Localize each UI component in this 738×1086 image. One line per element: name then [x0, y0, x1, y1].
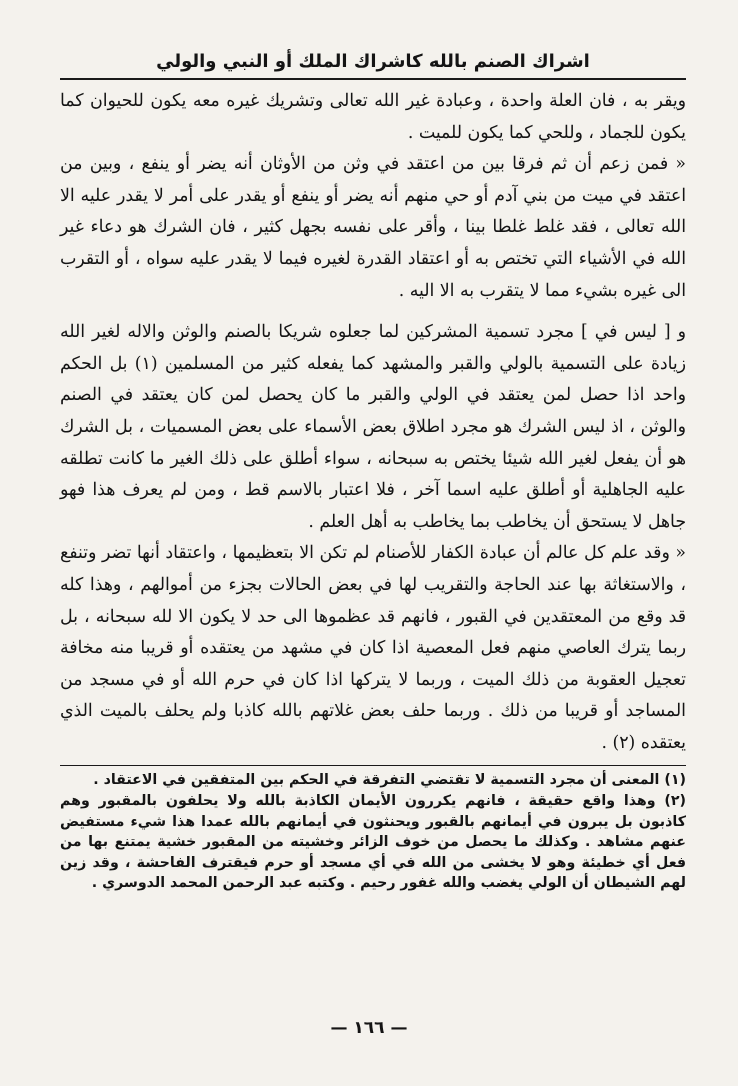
- footnotes: [60, 770, 686, 894]
- paragraph-1: ويقر به ، فان العلة واحدة ، وعبادة غير الله تعالى وتشريك غيره معه يكون للحيوان كما يكون للجماد ، وللحي كما يكون للميت .: [60, 91, 686, 143]
- footnote-divider: [60, 765, 686, 766]
- main-text: [60, 86, 686, 759]
- running-header: اشراك الصنم بالله كاشراك الملك أو النبي والولي: [60, 50, 686, 80]
- paragraph-4: « وقد علم كل عالم أن عبادة الكفار للأصنام لم تكن الا بتعظيمها ، واعتقاد أنها تضر وتنفع ، والاستغاثة بها عند الحاجة والتقريب لها في بعض الحالات بجزء من أموالهم ، وهذا كله قد وقع من المعتقدين في القبور ، فانهم قد عظموها الى حد لا يكون الا لله سبحانه ، بل ربما يترك العاصي منهم فعل المعصية اذا كان في مشهد من يعتقده أو قريبا منه مخافة تعجيل العقوبة من ذلك الميت ، وربما لا يتركها اذا كان في حرم الله أو في مسجد من المساجد أو قريبا من ذلك . وربما حلف بعض غلاتهم بالله كاذبا ولم يحلف بالميت الذي يعتقده (٢) .: [60, 543, 686, 753]
- paragraph-3: و [ ليس في ] مجرد تسمية المشركين لما جعلوه شريكا بالصنم والوثن والاله لغير الله زيادة على التسمية بالولي والقبر والمشهد كما يفعله كثير من المسلمين (١) بل الحكم واحد اذا حصل لمن يعتقد في الولي والقبر ما كان يحصل لمن كان يعتقد في الصنم والوثن ، اذ ليس الشرك هو مجرد اطلاق بعض الأسماء على بعض المسميات ، بل الشرك هو أن يفعل لغير الله شيئا يختص به سبحانه ، سواء أطلق على ذلك الغير ما كانت تطلقه عليه الجاهلية أو أطلق عليه اسما آخر ، فلا اعتبار بالاسم قط ، ومن لم يعرف هذا فهو جاهل لا يستحق أن يخاطب بما يخاطب به أهل العلم .: [60, 322, 686, 532]
- footnote-1: (١) المعنى أن مجرد التسمية لا تقتضي التفرقة في الحكم بين المتفقين في الاعتقاد .: [93, 772, 686, 789]
- page-number: — ١٦٦ —: [330, 1018, 408, 1038]
- footnote-2: (٢) وهذا واقع حقيقة ، فانهم يكررون الأيمان الكاذبة بالله ولا يحلفون بالمقبور وهم كاذبون بل يبرون في أيمانهم بالقبور ويحنثون في أيمانهم بالله عمدا هذا شيء مستفيض عنهم مشاهد . وكذلك ما يحصل من خوف الزائر وخشيته من المقبور خشية يمتنع بها من فعل أي خطيئة وهو لا يخشى من الله في أي مسجد أو حرم فيقترف الفاحشة ، وقد زين لهم الشيطان أن الولي يغضب والله غفور رحيم . وكتبه عبد الرحمن المحمد الدوسري .: [60, 793, 686, 892]
- paragraph-2: « فمن زعم أن ثم فرقا بين من اعتقد في وثن من الأوثان أنه يضر أو ينفع ، وبين من اعتقد في ميت من بني آدم أو حي منهم أنه يضر أو ينفع أو يقدر على أمر لا يقدر عليه الا الله تعالى ، فقد غلط غلطا بينا ، وأقر على نفسه بجهل كثير ، فان الشرك هو دعاء غير الله في الأشياء التي تختص به أو اعتقاد القدرة لغيره فيما لا يقدر عليه سواه ، أو التقرب الى غيره بشيء مما لا يتقرب به الا اليه .: [60, 154, 686, 301]
